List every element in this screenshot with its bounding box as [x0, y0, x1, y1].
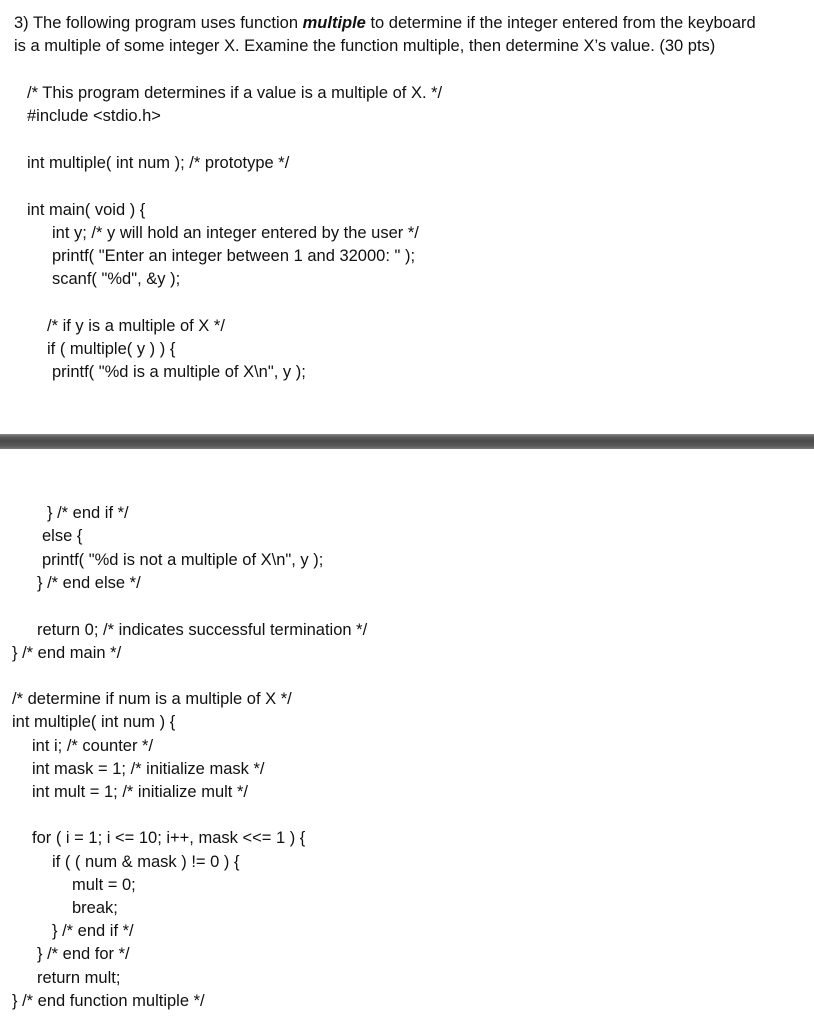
question-text-after: to determine if the integer entered from the keyboard: [365, 14, 756, 32]
code-if-multiple: if ( multiple( y ) ) {: [47, 340, 176, 358]
code-comment-function: /* determine if num is a multiple of X */: [12, 690, 292, 708]
page-divider: [0, 434, 814, 449]
code-for-loop: for ( i = 1; i <= 10; i++, mask <<= 1 ) {: [32, 829, 306, 847]
code-declare-y: int y; /* y will hold an integer entered by the user */: [52, 224, 419, 242]
question-line-1: [14, 13, 756, 33]
code-prototype: int multiple( int num ); /* prototype */: [27, 154, 290, 172]
code-scanf: scanf( "%d", &y );: [52, 270, 181, 288]
code-printf-prompt: printf( "Enter an integer between 1 and 32000: " );: [52, 247, 416, 265]
function-name-emphasis: multiple: [302, 14, 366, 32]
code-comment-if: /* if y is a multiple of X */: [47, 317, 225, 335]
code-printf-is-multiple: printf( "%d is a multiple of X\n", y );: [52, 363, 306, 381]
code-end-else: } /* end else */: [37, 574, 141, 592]
code-comment-header: /* This program determines if a value is a multiple of X. */: [27, 84, 443, 102]
code-if-mask: if ( ( num & mask ) != 0 ) {: [52, 853, 240, 871]
question-line-2: is a multiple of some integer X. Examine the function multiple, then determine X’s value. (30 pts): [14, 37, 716, 55]
code-end-if: } /* end if */: [47, 504, 129, 522]
code-function-signature: int multiple( int num ) {: [12, 713, 176, 731]
code-include: #include <stdio.h>: [27, 107, 161, 125]
code-end-if-inner: } /* end if */: [52, 922, 134, 940]
code-else: else {: [42, 527, 83, 545]
code-declare-i: int i; /* counter */: [32, 737, 154, 755]
code-return-mult: return mult;: [37, 969, 121, 987]
code-end-function: } /* end function multiple */: [12, 992, 205, 1010]
code-return-zero: return 0; /* indicates successful termination */: [37, 621, 368, 639]
code-declare-mask: int mask = 1; /* initialize mask */: [32, 760, 265, 778]
code-break: break;: [72, 899, 118, 917]
code-printf-not-multiple: printf( "%d is not a multiple of X\n", y );: [42, 551, 324, 569]
code-end-for: } /* end for */: [37, 945, 130, 963]
code-end-main: } /* end main */: [12, 644, 122, 662]
code-main-signature: int main( void ) {: [27, 201, 146, 219]
question-text-before: 3) The following program uses function: [14, 14, 303, 32]
code-set-mult: mult = 0;: [72, 876, 136, 894]
code-declare-mult: int mult = 1; /* initialize mult */: [32, 783, 248, 801]
